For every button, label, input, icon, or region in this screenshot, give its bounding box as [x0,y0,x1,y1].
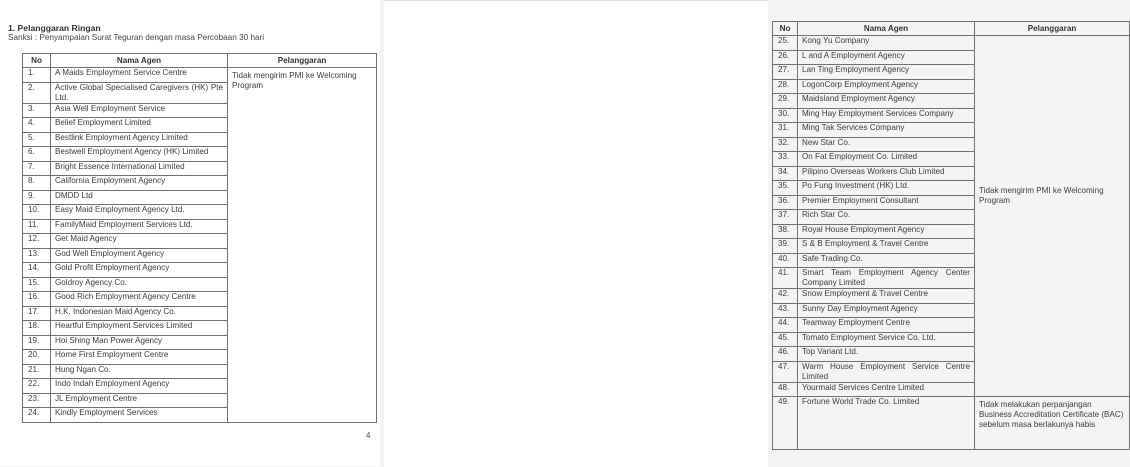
agency-name: Po Fung Investment (HK) Ltd. [798,181,975,196]
row-number: 17. [23,306,51,321]
row-number: 30. [773,108,798,123]
row-number: 6. [23,147,51,162]
row-number: 10. [23,205,51,220]
row-number: 48. [773,382,798,397]
row-number: 5. [23,132,51,147]
header-name: Nama Agen [51,54,228,68]
violation-description: Tidak melakukan perpanjangan Business Accreditation Certificate (BAC) sebelum masa berlakunya habis [975,397,1130,450]
agency-name: A Maids Employment Service Centre [51,68,228,83]
row-number: 32. [773,137,798,152]
document-page-right [384,0,1124,467]
agency-name: Ming Hay Employment Services Company [798,108,975,123]
agency-name: Premier Employment Consultant [798,195,975,210]
row-number: 22. [23,379,51,394]
row-number: 38. [773,224,798,239]
agency-name: LogonCorp Employment Agency [798,79,975,94]
row-number: 24. [23,408,51,423]
agency-name: Safe Trading Co. [798,253,975,268]
agency-name: Active Global Specialised Caregivers (HK) Pte Ltd. [51,82,228,103]
agency-name: Get Maid Agency [51,234,228,249]
row-number: 1. [23,68,51,83]
agency-name: On Fat Employment Co. Limited [798,152,975,167]
row-number: 47. [773,361,798,382]
row-number: 18. [23,321,51,336]
row-number: 36. [773,195,798,210]
row-number: 37. [773,210,798,225]
row-number: 28. [773,79,798,94]
row-number: 40. [773,253,798,268]
row-number: 46. [773,347,798,362]
agency-name: FamilyMaid Employment Services Ltd. [51,219,228,234]
agency-name: Gold Profit Employment Agency [51,263,228,278]
row-number: 43. [773,303,798,318]
agency-name: Smart Team Employment Agency Center Company Limited [798,268,975,289]
agency-name: Sunny Day Employment Agency [798,303,975,318]
agency-name: JL Employment Centre [51,393,228,408]
agency-name: Warm House Employment Service Centre Limited [798,361,975,382]
row-number: 26. [773,50,798,65]
agency-name: Hung Ngan Co. [51,364,228,379]
table-header-row [23,54,377,68]
agency-name: Bright Essence International Limited [51,161,228,176]
row-number: 31. [773,123,798,138]
row-number: 41. [773,268,798,289]
table-row [23,68,377,83]
row-number: 13. [23,248,51,263]
agency-name: Bestlink Employment Agency Limited [51,132,228,147]
row-number: 9. [23,190,51,205]
agency-name: H.K. Indonesian Maid Agency Co. [51,306,228,321]
row-number: 34. [773,166,798,181]
table-header-row [773,22,1130,36]
agency-name: Kong Yu Company [798,36,975,51]
row-number: 20. [23,350,51,365]
header-name: Nama Agen [798,22,975,36]
agency-name: Teamway Employment Centre [798,318,975,333]
row-number: 42. [773,289,798,304]
document-page-left [0,0,380,466]
header-no: No [23,54,51,68]
section-subtitle: Sanksi : Penyampaian Surat Teguran dengan masa Percobaan 30 hari [8,33,265,42]
header-violation: Pelanggaran [975,22,1130,36]
agency-name: New Star Co. [798,137,975,152]
agency-name: Asia Well Employment Service [51,103,228,118]
agency-name: Home First Employment Centre [51,350,228,365]
agency-name: God Well Employment Agency [51,248,228,263]
row-number: 2. [23,82,51,103]
row-number: 7. [23,161,51,176]
agency-name: Kindly Employment Services [51,408,228,423]
header-violation: Pelanggaran [228,54,377,68]
agency-name: Indo Indah Employment Agency [51,379,228,394]
section-title: 1. Pelanggaran Ringan [8,23,101,33]
agency-name: Bestwell Employment Agency (HK) Limited [51,147,228,162]
agency-name: California Employment Agency [51,176,228,191]
agency-name: Yourmaid Services Centre Limited [798,382,975,397]
agency-name: Heartful Employment Services Limited [51,321,228,336]
agency-name: Royal House Employment Agency [798,224,975,239]
row-number: 49. [773,397,798,450]
table-row [773,36,1130,51]
agency-name: Fortune World Trade Co. Limited [798,397,975,450]
agency-name: S & B Employment & Travel Centre [798,239,975,254]
agency-name: Tomato Employment Service Co. Ltd. [798,332,975,347]
agency-name: Good Rich Employment Agency Centre [51,292,228,307]
row-number: 3. [23,103,51,118]
agency-name: Belief Employment Limited [51,118,228,133]
row-number: 25. [773,36,798,51]
row-number: 27. [773,65,798,80]
table-row [773,397,1130,450]
row-number: 11. [23,219,51,234]
row-number: 35. [773,181,798,196]
violation-description: Tidak mengirim PMI ke Welcoming Program [228,68,377,423]
agency-name: DMDD Ltd [51,190,228,205]
row-number: 8. [23,176,51,191]
agency-name: Hoi Shing Man Power Agency [51,335,228,350]
row-number: 12. [23,234,51,249]
header-no: No [773,22,798,36]
page-number: 4 [366,431,371,440]
row-number: 44. [773,318,798,333]
row-number: 21. [23,364,51,379]
row-number: 19. [23,335,51,350]
agency-name: Rich Star Co. [798,210,975,225]
agency-name: Goldroy Agency Co. [51,277,228,292]
row-number: 4. [23,118,51,133]
row-number: 16. [23,292,51,307]
agency-name: Maidsland Employment Agency [798,94,975,109]
agency-name: Pilipino Overseas Workers Club Limited [798,166,975,181]
row-number: 45. [773,332,798,347]
row-number: 23. [23,393,51,408]
violation-description: Tidak mengirim PMI ke Welcoming Program [975,36,1130,397]
row-number: 14. [23,263,51,278]
agency-name: L and A Employment Agency [798,50,975,65]
agency-name: Easy Maid Employment Agency Ltd. [51,205,228,220]
violations-table-left [22,53,377,423]
row-number: 33. [773,152,798,167]
violations-table-right [772,21,1130,450]
agency-name: Ming Tak Services Company [798,123,975,138]
agency-name: Snow Employment & Travel Centre [798,289,975,304]
row-number: 39. [773,239,798,254]
agency-name: Top Variant Ltd. [798,347,975,362]
row-number: 15. [23,277,51,292]
row-number: 29. [773,94,798,109]
agency-name: Lan Ting Employment Agency [798,65,975,80]
